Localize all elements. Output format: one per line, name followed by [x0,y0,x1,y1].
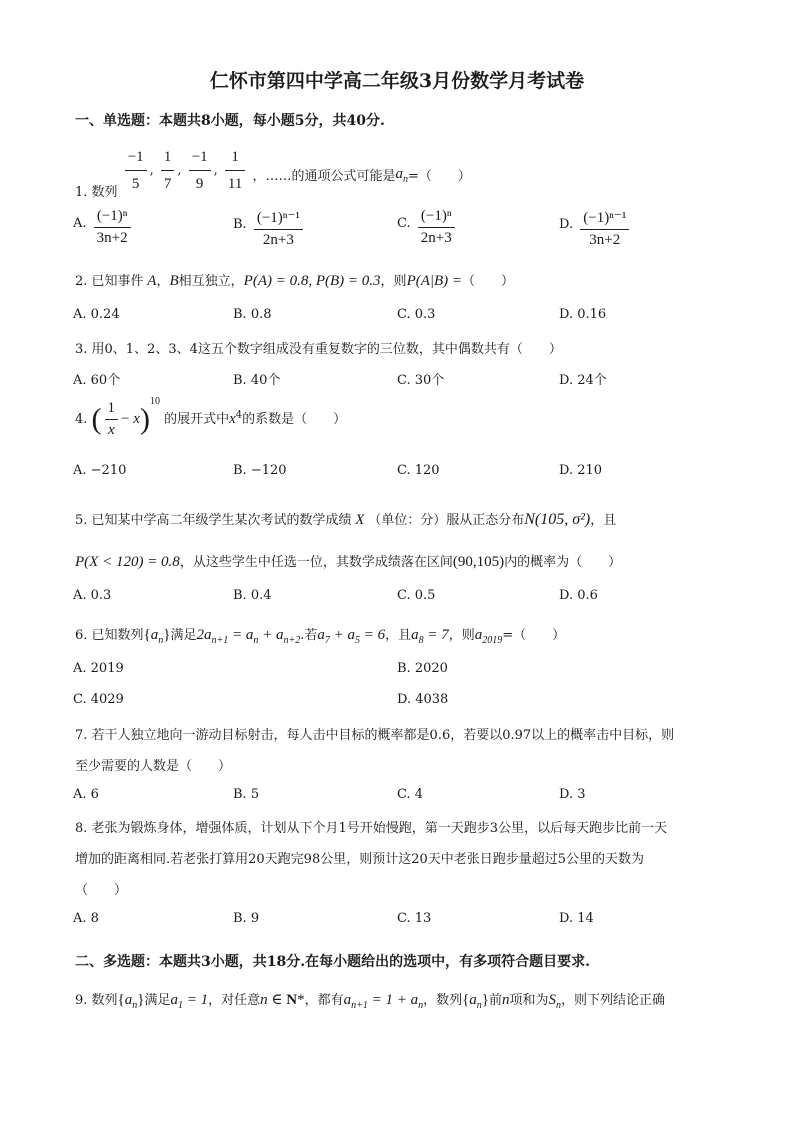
q7-option-b: B. 5 [233,787,260,802]
question-5-line-2: P(X < 120) = 0.8，从这些学生中任选一位，其数学成绩落在区间(90,105)内的概率为（ ） [75,554,622,570]
question-5-line-1: 5. 已知某中学高二年级学生某次考试的数学成绩 X （单位：分）服从正态分布N(105, σ²)，且 [75,511,617,528]
q1-term-3: $\frac{-1}{9}$ [189,146,211,195]
question-7-line-1: 7. 若干人独立地向一游动目标射击，每人击中目标的概率都是0.6，若要以0.97以上的概率击中目标，则 [75,728,675,743]
q2-formula: P(A) = 0.8, P(B) = 0.3 [243,273,381,289]
q8-option-a: A. 8 [73,911,99,926]
page-title: 仁怀市第四中学高二年级3月份数学月考试卷 [209,70,585,92]
q4-option-d: D. 210 [559,463,603,478]
q1-option-d: D. $\frac{\text{(−1)ⁿ⁻¹}}{3n+2}$ [559,208,632,249]
q2-formula-conditional: P(A|B) = [406,273,463,289]
q1-option-b: B. $\frac{\text{(−1)ⁿ⁻¹}}{2n+3}$ [233,208,306,249]
q1-tail: =（ ） [408,169,471,184]
q6-option-c: C. 4029 [73,692,124,707]
q7-option-c: C. 4 [397,787,424,802]
q4-option-b: B. −120 [233,463,287,478]
question-2: 2. 已知事件 A，B相互独立，P(A) = 0.8, P(B) = 0.3，则P(A|B) =（ ） [75,273,515,289]
q1-term-1: $\frac{-1}{5}$ [125,146,147,195]
q1-prefix: 1. 数列 [75,185,118,200]
q5-option-c: C. 0.5 [397,588,436,603]
q3-option-c: C. 30个 [397,373,445,388]
q7-option-a: A. 6 [73,787,99,802]
q1-term-2: $\frac{1}{7}$ [161,146,175,195]
question-8-line-2: 增加的距离相同.若老张打算用20天跑完98公里，则预计这20天中老张日跑步量超过5公里的天数为 [75,852,645,867]
q4-option-c: C. 120 [397,463,440,478]
q7-option-d: D. 3 [559,787,586,802]
q1-option-c: C. $\frac{\text{(−1)ⁿ}}{2n+3}$ [397,208,458,247]
q5-probability: P(X < 120) = 0.8 [75,554,180,570]
q5-option-b: B. 0.4 [233,588,272,603]
question-6: 6. 已知数列$\{a_n\}$满足$2a_{n+1} = a_n + a_{n+2}$.若$a_7 + a_5 = 6$，且$a_8 = 7$，则$a_{2019}=$（ ） [75,627,566,646]
q3-option-a: A. 60个 [73,373,121,388]
q8-option-b: B. 9 [233,911,260,926]
q1-term-4: $\frac{1}{11}$ [225,146,245,195]
question-9: 9. 数列$\{a_n\}$满足$a_1 = 1$，对任意n ∈ N*，都有$a_{n+1} = 1 + a_n$，数列$\{a_n\}$前n项和为$S_n$，则下列结论正确 [75,992,666,1011]
q3-option-b: B. 40个 [233,373,281,388]
q6-option-d: D. 4038 [397,692,449,707]
question-8-line-1: 8. 老张为锻炼身体，增强体质，计划从下个月1号开始慢跑，第一天跑步3公里，以后每天跑步比前一天 [75,821,668,836]
section-heading-multiple-choice: 二、多选题：本题共3小题，共18分.在每小题给出的选项中，有多项符合题目要求. [75,954,590,970]
section-heading-single-choice: 一、单选题：本题共8小题，每小题5分，共40分. [75,113,385,129]
q6-option-a: A. 2019 [73,661,124,676]
q2-option-c: C. 0.3 [397,307,436,322]
question-8-line-3: （ ） [75,883,128,898]
q1-an-symbol: $a_n$ [395,166,409,185]
q2-option-b: B. 0.8 [233,307,272,322]
q5-option-a: A. 0.3 [73,588,112,603]
q5-distribution: N(105, σ²) [524,511,591,528]
q8-option-c: C. 13 [397,911,432,926]
q1-suffix: ，……的通项公式可能是 [252,169,396,184]
q2-option-a: A. 0.24 [73,307,120,322]
q2-option-d: D. 0.16 [559,307,607,322]
q8-option-d: D. 14 [559,911,594,926]
q1-option-a: A. $\frac{\text{(−1)ⁿ}}{3n+2}$ [73,208,134,247]
q3-option-d: D. 24个 [559,373,607,388]
question-7-line-2: 至少需要的人数是（ ） [75,759,232,774]
question-4: 4. ( $\frac{1}{x}$ − x)$^{10}$ 的展开式中$x^4$的系数是（ ） [75,395,347,438]
q6-option-b: B. 2020 [397,661,448,676]
question-3: 3. 用0、1、2、3、4这五个数字组成没有重复数字的三位数，其中偶数共有（ ） [75,342,562,357]
q5-interval: (90,105) [452,554,505,570]
q4-option-a: A. −210 [73,463,127,478]
q5-option-d: D. 0.6 [559,588,598,603]
question-1: 1. 数列 $\frac{-1}{5}$ , $\frac{1}{7}$ , $\frac{-1}{9}$ , $\frac{1}{11}$ ，……的通项公式可能是$a_n=$（ ） [75,146,471,195]
